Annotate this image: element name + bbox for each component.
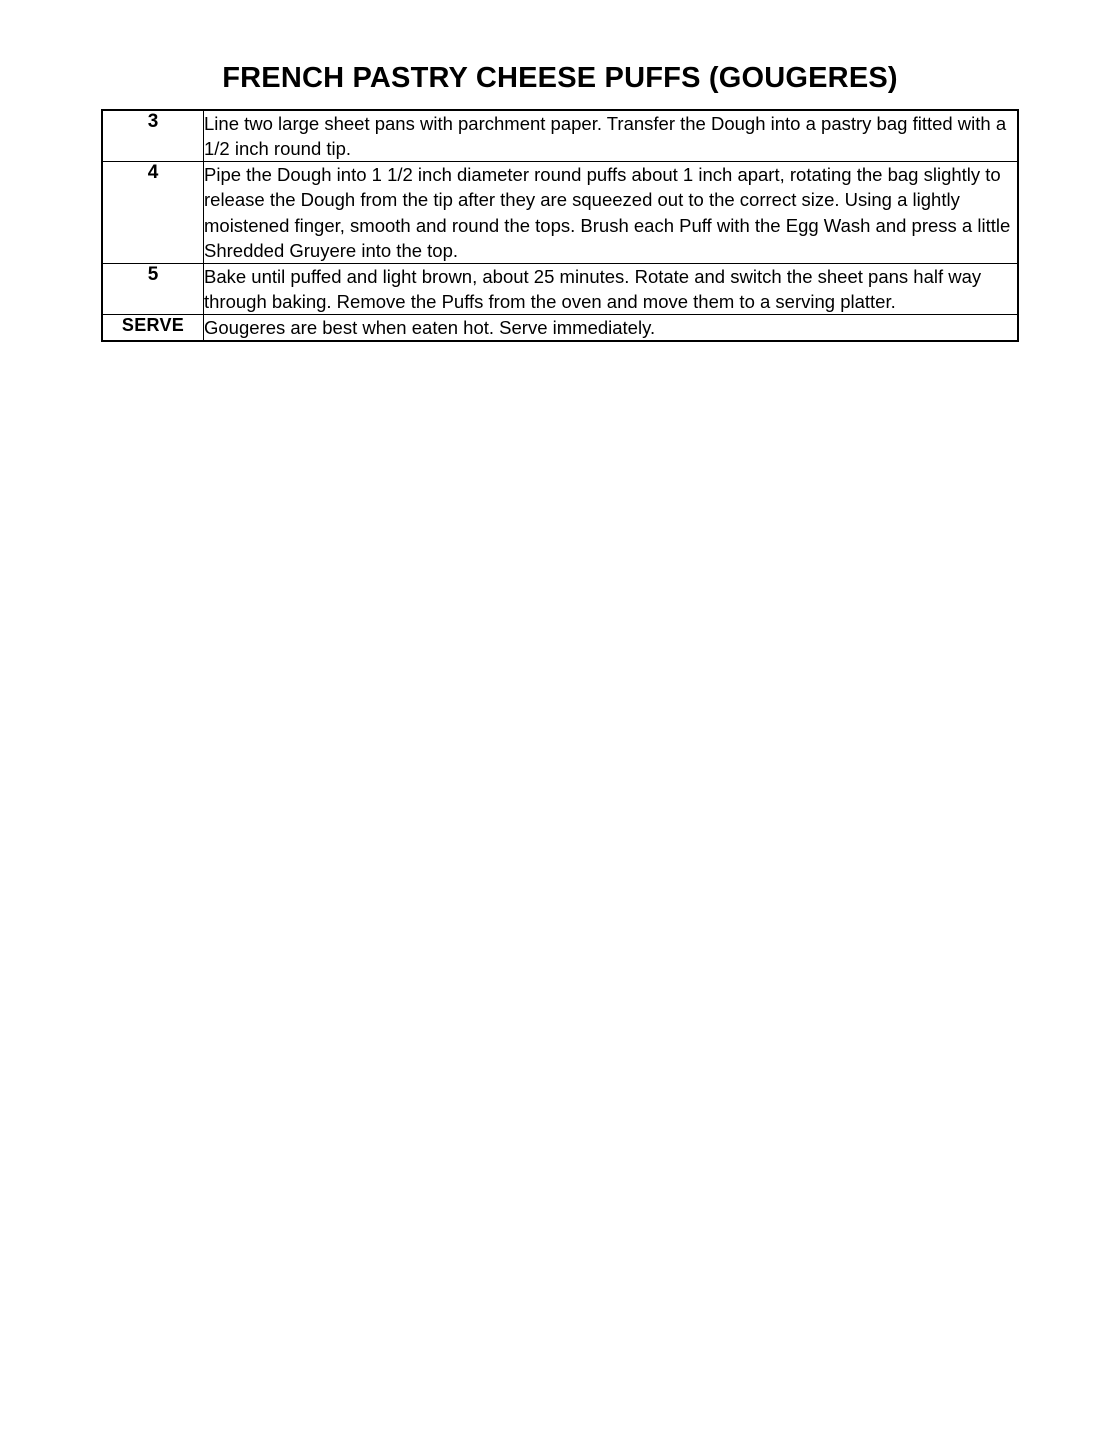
table-row: [102, 263, 1018, 314]
step-instruction-cell: Bake until puffed and light brown, about 25 minutes. Rotate and switch the sheet pans half way through baking. Remove the Puffs from the oven and move them to a serving platter.: [204, 263, 1019, 314]
page-blank-area: [0, 342, 1120, 1402]
table-row: [102, 110, 1018, 162]
serve-label-cell: SERVE: [102, 315, 204, 342]
recipe-steps-table: [101, 109, 1019, 342]
table-row: [102, 162, 1018, 264]
step-number-cell: 4: [102, 162, 204, 264]
recipe-table-container: [101, 109, 1019, 342]
serve-instruction-cell: Gougeres are best when eaten hot. Serve immediately.: [204, 315, 1019, 342]
step-instruction-cell: Pipe the Dough into 1 1/2 inch diameter round puffs about 1 inch apart, rotating the bag slightly to release the Dough from the tip after they are squeezed out to the correct size. Using a lightly moistened finger, smooth and round the tops. Brush each Puff with the Egg Wash and press a little Shredded Gruyere into the top.: [204, 162, 1019, 264]
step-number-cell: 3: [102, 110, 204, 162]
table-row: [102, 315, 1018, 342]
step-number-cell: 5: [102, 263, 204, 314]
step-instruction-cell: Line two large sheet pans with parchment paper. Transfer the Dough into a pastry bag fitted with a 1/2 inch round tip.: [204, 110, 1019, 162]
page-title: FRENCH PASTRY CHEESE PUFFS (GOUGERES): [222, 62, 898, 94]
